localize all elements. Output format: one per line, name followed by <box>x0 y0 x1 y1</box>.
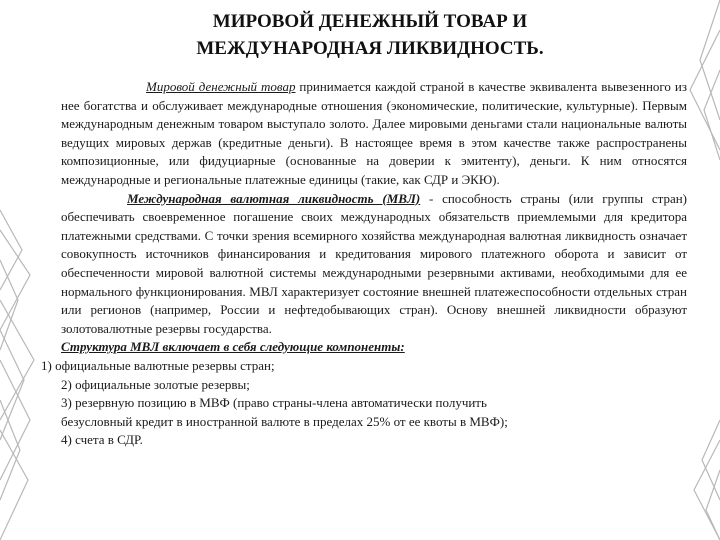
title-line-2: МЕЖДУНАРОДНАЯ ЛИКВИДНОСТЬ. <box>196 38 544 59</box>
list-item-continuation: безусловный кредит в иностранной валюте в пределах 25% от ее квоты в МВФ); <box>61 413 508 429</box>
component-list <box>41 357 687 450</box>
paragraph-world-money-text: принимается каждой страной в качестве эквивалента вывезенного из нее богатства и обслуживает международные отношения (экономические, политические, культурные). Первым международным денежным товаром выступало золото. Далее мировыми деньгами стали национальные валюты ведущих мировых держав (кредитные деньги). В настоящее время в этом качестве также распространены композиционные, или фидуциарные (основанные на доверии к эмитенту), деньги. К ним относятся международные и региональные платежные единицы (такие, как СДР и ЭКЮ). <box>61 79 687 187</box>
left-decorative-border <box>0 0 40 540</box>
page-title <box>100 8 640 62</box>
list-item: 3) резервную позицию в МВФ (право страны-члена автоматически получить <box>61 395 487 411</box>
document-body <box>41 78 688 450</box>
paragraph-world-money <box>61 78 687 190</box>
structure-heading: Структура МВЛ включает в себя следующие компоненты: <box>61 339 405 355</box>
term-liquidity: Международная валютная ликвидность (МВЛ) <box>127 190 421 206</box>
title-line-1: МИРОВОЙ ДЕНЕЖНЫЙ ТОВАР И <box>212 11 528 32</box>
list-item: 2) официальные золотые резервы; <box>61 376 250 392</box>
list-item: 1) официальные валютные резервы стран; <box>41 357 275 373</box>
paragraph-liquidity <box>61 190 687 339</box>
list-item: 4) счета в СДР. <box>61 432 143 448</box>
paragraph-liquidity-text: - способность страны (или группы стран) обеспечивать своевременное погашение своих международных обязательств приемлемыми для кредитора платежными средствами. С точки зрения всемирного хозяйства международная валютная ликвидность означает совокупность источников финансирования и кредитования мирового платежного оборота и зависит от обеспеченности мировой валютной системы международными резервными активами, необходимыми для ее нормального функционирования. МВЛ характеризует состояние внешней платежеспособности отдельных стран или регионов (например, России и нефтедобывающих стран). Основу внешней ликвидности образуют золотовалютные резервы государства. <box>61 190 688 336</box>
term-world-money: Мировой денежный товар <box>146 79 296 94</box>
